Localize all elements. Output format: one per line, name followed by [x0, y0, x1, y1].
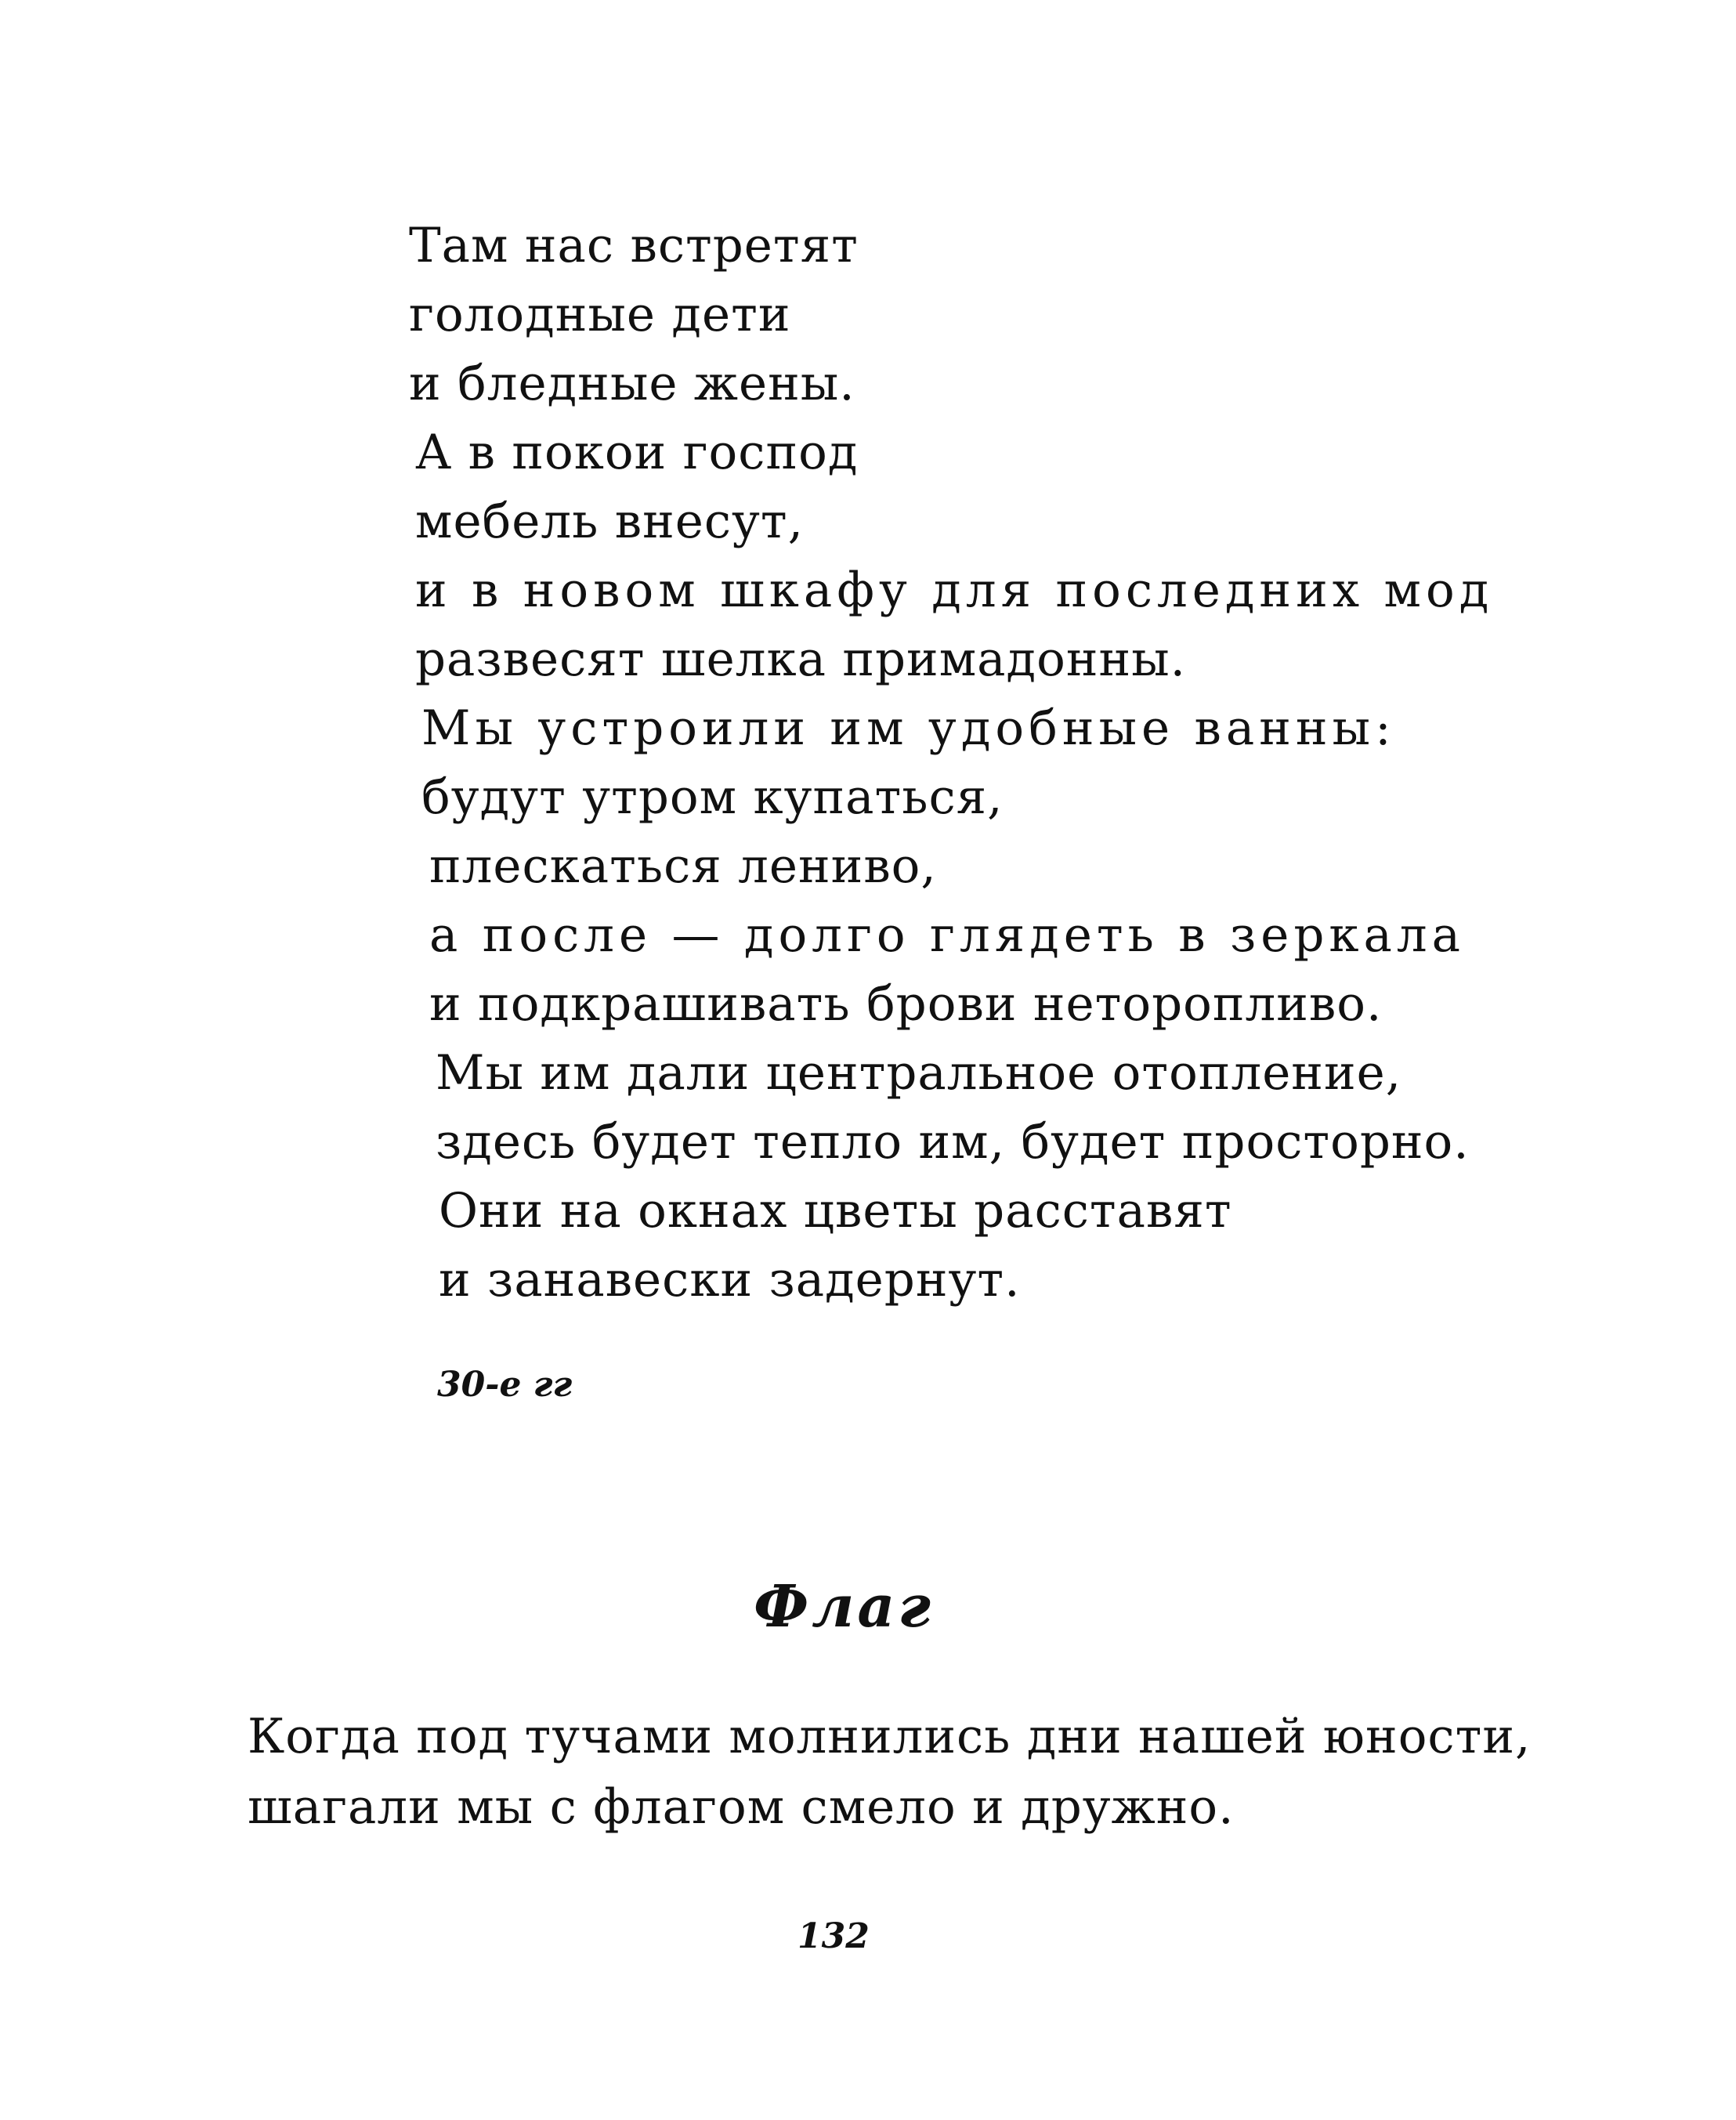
poem-line: Когда под тучами молнились дни нашей юности,: [248, 1709, 1532, 1764]
poem-line: мебель внесут,: [415, 494, 805, 549]
page-number: 132: [797, 1916, 870, 1956]
poem-line: и в новом шкафу для последних мод: [415, 563, 1494, 618]
poem-line: развесят шелка примадонны.: [415, 631, 1187, 687]
poem-line: Мы устроили им удобные ванны:: [421, 700, 1396, 756]
poem-date: 30-е гг: [437, 1365, 573, 1405]
poem-title: Флаг: [754, 1573, 934, 1641]
poem-line: Они на окнах цветы расставят: [439, 1183, 1232, 1239]
poem-line: здесь будет тепло им, будет просторно.: [436, 1114, 1470, 1170]
poem-line: Там нас встретят: [409, 218, 859, 273]
poem-line: и занавески задернут.: [439, 1252, 1021, 1308]
poem-line: а после — долго глядеть в зеркала: [429, 907, 1466, 963]
poem-line: голодные дети: [409, 287, 791, 342]
poem-line: будут утром купаться,: [421, 769, 1004, 825]
poem-line: шагали мы с флагом смело и дружно.: [248, 1779, 1235, 1835]
poem-line: плескаться лениво,: [429, 838, 937, 894]
poem-line: и подкрашивать брови неторопливо.: [429, 976, 1383, 1032]
poem-line: и бледные жены.: [409, 356, 855, 411]
poem-line: А в покои господ: [415, 425, 859, 480]
poem-line: Мы им дали центральное отопление,: [436, 1045, 1402, 1101]
